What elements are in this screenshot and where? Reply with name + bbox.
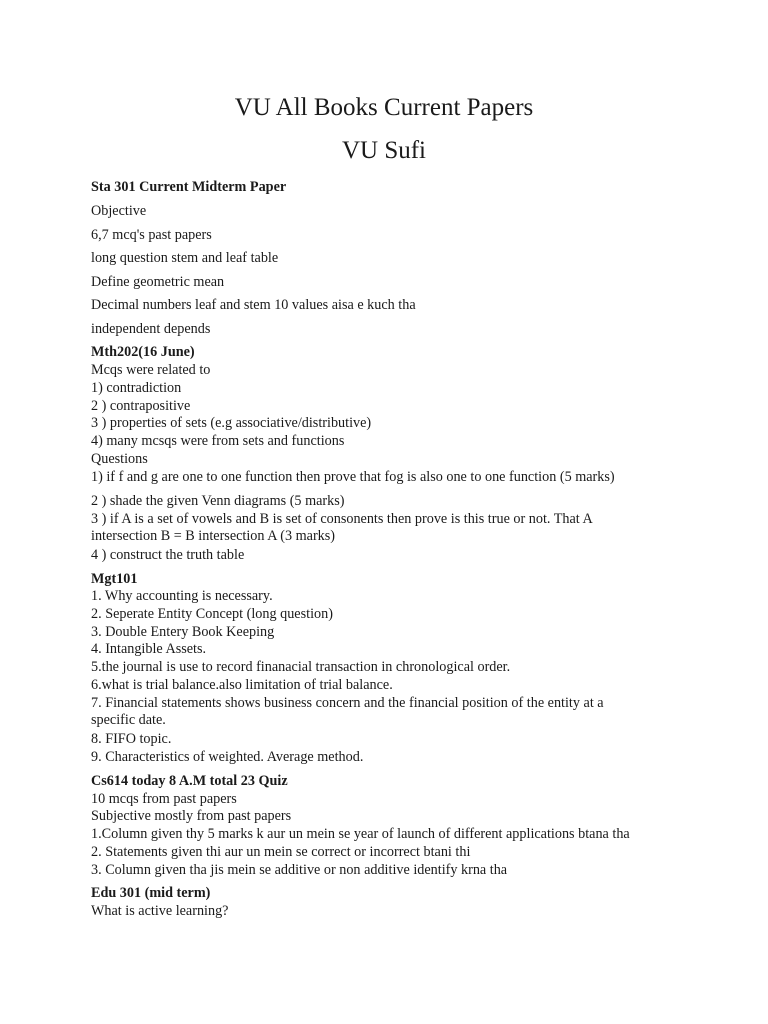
sta301-line: long question stem and leaf table bbox=[91, 250, 279, 266]
mgt101-line: 4. Intangible Assets. bbox=[91, 641, 207, 657]
edu301-line: What is active learning? bbox=[91, 903, 229, 919]
section-heading-mgt101: Mgt101 bbox=[91, 571, 138, 587]
section-heading-sta301: Sta 301 Current Midterm Paper bbox=[91, 179, 287, 195]
sta301-line: 6,7 mcq's past papers bbox=[91, 227, 212, 243]
section-heading-edu301: Edu 301 (mid term) bbox=[91, 885, 211, 901]
mth202-line: 3 ) properties of sets (e.g associative/distributive) bbox=[91, 415, 372, 431]
mgt101-line: 5.the journal is use to record finanacial transaction in chronological order. bbox=[91, 659, 511, 675]
cs614-line: 2. Statements given thi aur un mein se correct or incorrect btani thi bbox=[91, 844, 471, 860]
sta301-line: Objective bbox=[91, 203, 147, 219]
sta301-line: independent depends bbox=[91, 321, 211, 337]
cs614-line: Subjective mostly from past papers bbox=[91, 808, 292, 824]
mth202-line: Questions bbox=[91, 451, 148, 467]
mgt101-line: 2. Seperate Entity Concept (long question) bbox=[91, 606, 333, 622]
mgt101-line: 3. Double Entery Book Keeping bbox=[91, 624, 275, 640]
mth202-line: 2 ) contrapositive bbox=[91, 398, 191, 414]
mgt101-line: 1. Why accounting is necessary. bbox=[91, 588, 273, 604]
mth202-line: 4 ) construct the truth table bbox=[91, 547, 245, 563]
mth202-line: intersection B = B intersection A (3 marks) bbox=[91, 528, 336, 544]
cs614-line: 3. Column given tha jis mein se additive or non additive identify krna tha bbox=[91, 862, 508, 878]
cs614-line: 10 mcqs from past papers bbox=[91, 791, 237, 807]
cs614-line: 1.Column given thy 5 marks k aur un mein se year of launch of different applications btana tha bbox=[91, 826, 630, 842]
mgt101-line: 7. Financial statements shows business concern and the financial position of the entity at a bbox=[91, 695, 604, 711]
mth202-line: 3 ) if A is a set of vowels and B is set of consonents then prove is this true or not. That A bbox=[91, 511, 593, 527]
mgt101-line: specific date. bbox=[91, 712, 166, 728]
document-title: VU All Books Current Papers bbox=[234, 94, 534, 121]
mth202-line: 4) many mcsqs were from sets and functions bbox=[91, 433, 345, 449]
mgt101-line: 9. Characteristics of weighted. Average method. bbox=[91, 749, 364, 765]
mgt101-line: 8. FIFO topic. bbox=[91, 731, 172, 747]
mth202-line: 1) contradiction bbox=[91, 380, 182, 396]
sta301-line: Decimal numbers leaf and stem 10 values aisa e kuch tha bbox=[91, 297, 416, 313]
section-heading-cs614: Cs614 today 8 A.M total 23 Quiz bbox=[91, 773, 288, 789]
sta301-line: Define geometric mean bbox=[91, 274, 225, 290]
mth202-line: Mcqs were related to bbox=[91, 362, 211, 378]
mth202-line: 1) if f and g are one to one function then prove that fog is also one to one function (5 marks) bbox=[91, 469, 615, 485]
mth202-line: 2 ) shade the given Venn diagrams (5 marks) bbox=[91, 493, 345, 509]
mgt101-line: 6.what is trial balance.also limitation of trial balance. bbox=[91, 677, 393, 693]
document-subtitle: VU Sufi bbox=[341, 137, 427, 164]
section-heading-mth202: Mth202(16 June) bbox=[91, 344, 195, 360]
